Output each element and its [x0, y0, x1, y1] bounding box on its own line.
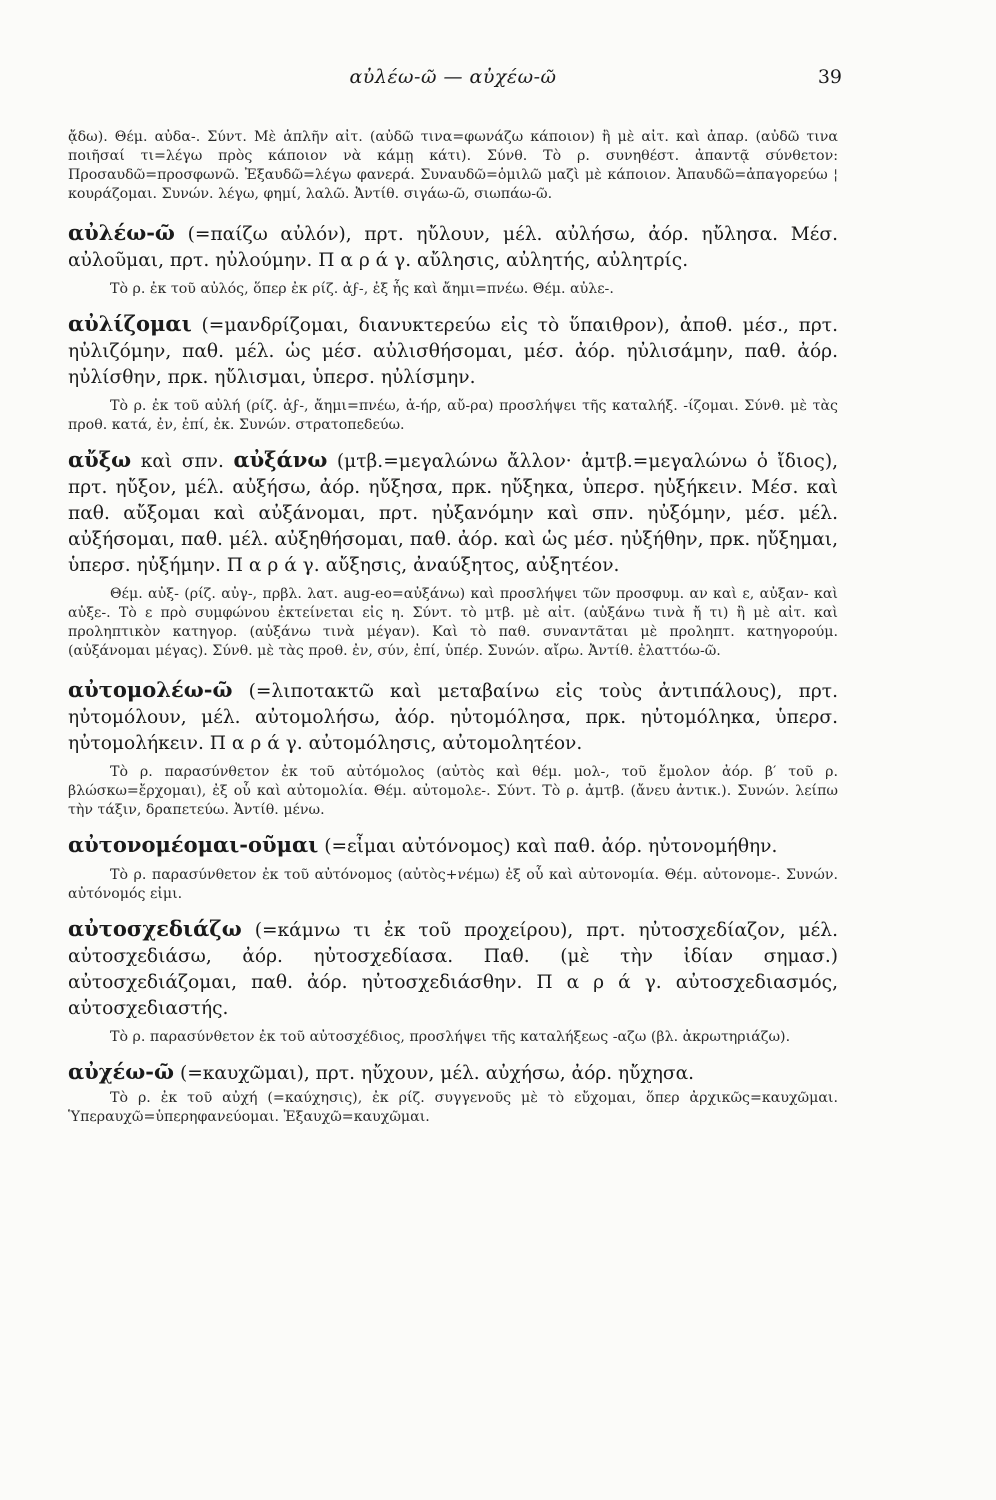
dictionary-entry — [68, 1059, 838, 1127]
entry-lemma: αὐλίζομαι — [68, 311, 192, 336]
entry-main — [68, 677, 838, 757]
entry-lemma: αὐχέω-ῶ — [68, 1059, 175, 1084]
entry-note: Θέμ. αὐξ- (ρίζ. αὐγ-, πρβλ. λατ. aug-eo=αὐξάνω) καὶ προσλήψει τῶν προσφυμ. αν καὶ ε, αὐξαν- καὶ αὐξε-. Τὸ ε πρὸ συμφώνου ἐκτείνεται εἰς η. Σύντ. τὸ μτβ. μὲ αἰτ. (αὐξάνω τινὰ ἤ τι) ἢ μὲ αἰτ. καὶ προληπτικὸν κατηγορ. (αὐξάνω τινὰ μέγαν). Καὶ τὸ παθ. συναντᾶται μὲ προληπτ. κατηγορούμ. (αὐξάνομαι μέγας). Σύνθ. μὲ τὰς προθ. ἐν, σύν, ἐπί, ὑπέρ. Συνών. αἴρω. Ἀντίθ. ἐλαττόω-ῶ. — [68, 586, 838, 659]
entry-definition: (=λιποτακτῶ καὶ μεταβαίνω εἰς τοὺς ἀντιπάλους), πρτ. ηὐτομόλουν, μέλ. αὐτομολήσω, ἀόρ. ηὐτομόλησα, πρκ. ηὐτομόληκα, ὑπερσ. ηὐτομολήκειν. Π α ρ ά γ. αὐτομόλησις, αὐτομολητέον. — [68, 681, 838, 754]
entry-lemma: αὐτοσχεδιάζω — [68, 916, 242, 941]
entry-note: Τὸ ρ. ἐκ τοῦ αὐλή (ρίζ. ἀϝ-, ἄημι=πνέω, ἀ-ήρ, αὔ-ρα) προσλήψει τῆς καταλήξ. -ίζομαι. Σύνθ. μὲ τὰς προθ. κατά, ἐν, ἐπί, ἐκ. Συνών. στρατοπεδεύω. — [68, 398, 838, 433]
entry-main — [68, 832, 838, 860]
entry-definition: (μτβ.=μεγαλώνω ἄλλον· ἀμτβ.=μεγαλώνω ὁ ἴδιος), πρτ. ηὔξον, μέλ. αὐξήσω, ἀόρ. ηὔξησα, πρκ. ηὔξηκα, ὑπερσ. ηὐξήκειν. Μέσ. καὶ παθ. αὔξομαι καὶ αὐξάνομαι, πρτ. ηὐξανόμην καὶ σπν. ηὐξόμην, μέσ. μέλ. αὐξήσομαι, παθ. μέλ. αὐξηθήσομαι, παθ. ἀόρ. καὶ ὡς μέσ. ηὐξήθην, πρκ. ηὔξημαι, ὑπερσ. ηὐξήμην. Π α ρ ά γ. αὔξησις, ἀναύξητος, αὐξητέον. — [68, 451, 839, 576]
continued-entry-note: ᾄδω). Θέμ. αὐδα-. Σύντ. Μὲ ἁπλῆν αἰτ. (αὐδῶ τινα=φωνάζω κάποιον) ἢ μὲ αἰτ. καὶ ἀπαρ. (αὐδῶ τινα ποιῆσαί τι=λέγω πρὸς κάποιον νὰ κάμῃ κάτι). Σύνθ. Τὸ ρ. συνηθέστ. ἀπαντᾷ σύνθετον: Προσαυδῶ=προσφωνῶ. Ἐξαυδῶ=λέγω φανερά. Συναυδῶ=ὁμιλῶ μαζὶ μὲ κάποιον. Ἀπαυδῶ=ἀπαγορεύω ¦ κουράζομαι. Συνών. λέγω, φημί, λαλῶ. Ἀντίθ. σιγάω-ῶ, σιωπάω-ῶ. — [68, 129, 838, 202]
entry-note: Τὸ ρ. παρασύνθετον ἐκ τοῦ αὐτοσχέδιος, προσλήψει τῆς καταλήξεως -αζω (βλ. ἀκρωτηριάζω). — [110, 1029, 791, 1045]
dictionary-page — [68, 0, 842, 1500]
entry-lemma: αὐλέω-ῶ — [68, 220, 175, 245]
entry-definition: (=κάμνω τι ἐκ τοῦ προχείρου), πρτ. ηὐτοσχεδίαζον, μέλ. αὐτοσχεδιάσω, ἀόρ. ηὐτοσχεδίασα. Παθ. (μὲ τὴν ἰδίαν σημασ.) αὐτοσχεδιάζομαι, παθ. ἀόρ. ηὐτοσχεδιάσθην. Π α ρ ά γ. αὐτοσχεδιασμός, αὐτοσχεδιαστής. — [68, 920, 838, 1019]
entry-note: Τὸ ρ. παρασύνθετον ἐκ τοῦ αὐτόνομος (αὐτὸς+νέμω) ἐξ οὗ καὶ αὐτονομία. Θέμ. αὐτονομε-. Συνών. αὐτόνομός εἰμι. — [68, 867, 838, 902]
entry-note: Τὸ ρ. ἐκ τοῦ αὐλός, ὅπερ ἐκ ρίζ. ἀϝ-, ἐξ ἧς καὶ ἄημι=πνέω. Θέμ. αὐλε-. — [110, 281, 614, 297]
entry-main — [68, 916, 838, 1022]
page-number: 39 — [817, 66, 842, 88]
entry-main — [68, 311, 838, 391]
dictionary-entry — [68, 311, 838, 435]
entry-note: Τὸ ρ. ἐκ τοῦ αὐχή (=καύχησις), ἐκ ρίζ. συγγενοῦς μὲ τὸ εὔχομαι, ὅπερ ἀρχικῶς=καυχῶμαι. Ὑπεραυχῶ=ὑπερηφανεύομαι. Ἐξαυχῶ=καυχῶμαι. — [68, 1090, 838, 1125]
entry-lemma-variant: αὐξάνω — [233, 447, 328, 472]
entry-main — [68, 447, 838, 579]
entry-lemma: αὔξω — [68, 447, 132, 472]
running-head-title: αὐλέω-ῶ — αὐχέω-ῶ — [349, 66, 557, 88]
entry-lemma: αὐτονομέομαι-οῦμαι — [68, 832, 319, 857]
entry-definition: (=εἶμαι αὐτόνομος) καὶ παθ. ἀόρ. ηὐτονομήθην. — [324, 836, 778, 857]
entry-definition: (=παίζω αὐλόν), πρτ. ηὔλουν, μέλ. αὐλήσω, ἀόρ. ηὔλησα. Μέσ. αὐλοῦμαι, πρτ. ηὐλούμην. Π α ρ ά γ. αὔλησις, αὐλητής, αὐλητρίς. — [68, 224, 838, 271]
dictionary-entry — [68, 447, 838, 661]
entry-definition: (=μανδρίζομαι, διανυκτερεύω εἰς τὸ ὕπαιθρον), ἀποθ. μέσ., πρτ. ηὐλιζόμην, παθ. μέλ. ὡς μέσ. αὐλισθήσομαι, μέσ. ἀόρ. ηὐλισάμην, παθ. ἀόρ. ηὐλίσθην, πρκ. ηὔλισμαι, ὑπερσ. ηὐλίσμην. — [68, 315, 838, 388]
entry-connector: καὶ σπν. — [140, 451, 224, 472]
entry-main — [68, 220, 838, 274]
dictionary-entry — [68, 220, 838, 299]
dictionary-entry — [68, 832, 838, 904]
page-body — [68, 128, 838, 1127]
running-head — [68, 66, 842, 92]
dictionary-entry — [68, 916, 838, 1047]
entry-definition: (=καυχῶμαι), πρτ. ηὔχουν, μέλ. αὐχήσω, ἀόρ. ηὔχησα. — [179, 1063, 695, 1084]
entry-main — [68, 1059, 838, 1087]
entry-note: Τὸ ρ. παρασύνθετον ἐκ τοῦ αὐτόμολος (αὐτὸς καὶ θέμ. μολ-, τοῦ ἔμολον ἀόρ. β′ τοῦ ρ. βλώσκω=ἔρχομαι), ἐξ οὗ καὶ αὐτομολία. Θέμ. αὐτομολε-. Σύντ. Τὸ ρ. ἀμτβ. (ἄνευ ἀντικ.). Συνών. λείπω τὴν τάξιν, δραπετεύω. Ἀντίθ. μένω. — [68, 764, 838, 818]
dictionary-entry — [68, 677, 838, 820]
entry-lemma: αὐτομολέω-ῶ — [68, 677, 233, 702]
